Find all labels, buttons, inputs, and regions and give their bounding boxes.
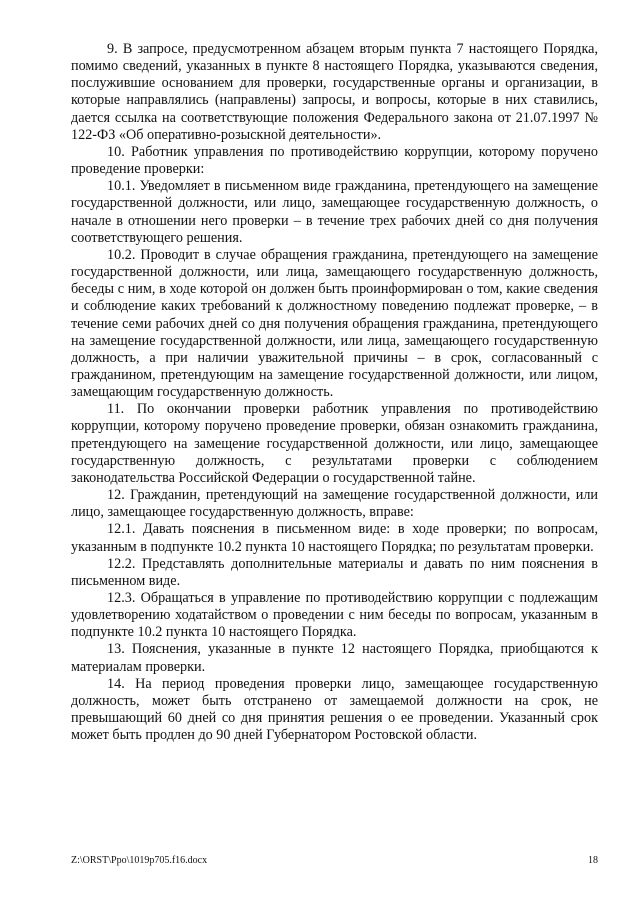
document-body xyxy=(71,41,598,744)
footer-file-path: Z:\ORST\Ppo\1019p705.f16.docx xyxy=(71,855,208,866)
paragraph-10-1: 10.1. Уведомляет в письменном виде гражданина, претендующего на замещение государственной должности, или лицо, замещающее государственную должность, о начале в отношении него проверки – в течение трех рабочих дней со дня получения соответствующего решения. xyxy=(71,178,598,246)
paragraph-12-1: 12.1. Давать пояснения в письменном виде: в ходе проверки; по вопросам, указанным в подпункте 10.2 пункта 10 настоящего Порядка; по результатам проверки. xyxy=(71,521,598,555)
paragraph-12-2: 12.2. Представлять дополнительные материалы и давать по ним пояснения в письменном виде. xyxy=(71,555,598,589)
paragraph-10-2: 10.2. Проводит в случае обращения гражданина, претендующего на замещение государственной должности, или лица, замещающего государственную должность, беседы с ним, в ходе которой он должен быть проинформирован о том, какие сведения и соблюдение каких требований к должностному поведению подлежат проверке, – в течение семи рабочих дней со дня получения обращения гражданина, претендующего на замещение государственной должности, или лица, замещающего государственную должность, а при наличии уважительной причины – в срок, согласованный с гражданином, претендующим на замещение государственной должности, или лицом, замещающим государственную должность. xyxy=(71,246,598,401)
paragraph-9: 9. В запросе, предусмотренном абзацем вторым пункта 7 настоящего Порядка, помимо сведений, указанных в пункте 8 настоящего Порядка, указываются сведения, послужившие основанием для проверки, государственные органы и организации, в которые направлялись (направлены) запросы, и вопросы, которые в них ставились, дается ссылка на соответствующие положения Федерального закона от 21.07.1997 № 122-ФЗ «Об оперативно-розыскной деятельности». xyxy=(71,41,598,143)
paragraph-12-3: 12.3. Обращаться в управление по противодействию коррупции с подлежащим удовлетворению ходатайством о проведении с ним беседы по вопросам, указанным в подпункте 10.2 пункта 10 настоящего Порядка. xyxy=(71,590,598,641)
paragraph-10: 10. Работник управления по противодействию коррупции, которому поручено проведение проверки: xyxy=(71,143,598,178)
paragraph-11: 11. По окончании проверки работник управления по противодействию коррупции, которому поручено проведение проверки, обязан ознакомить гражданина, претендующего на замещение государственной должности, или лицо, замещающее государственную должность, с результатами проверки с соблюдением законодательства Российской Федерации о государственной тайне. xyxy=(71,401,598,486)
page-number: 18 xyxy=(588,855,598,866)
paragraph-13: 13. Пояснения, указанные в пункте 12 настоящего Порядка, приобщаются к материалам проверки. xyxy=(71,641,598,675)
paragraph-12: 12. Гражданин, претендующий на замещение государственной должности, или лицо, замещающее государственную должность, вправе: xyxy=(71,487,598,521)
paragraph-14: 14. На период проведения проверки лицо, замещающее государственную должность, может быть отстранено от замещаемой должности на срок, не превышающий 60 дней со дня принятия решения о ее проведении. Указанный срок может быть продлен до 90 дней Губернатором Ростовской области. xyxy=(71,675,598,744)
